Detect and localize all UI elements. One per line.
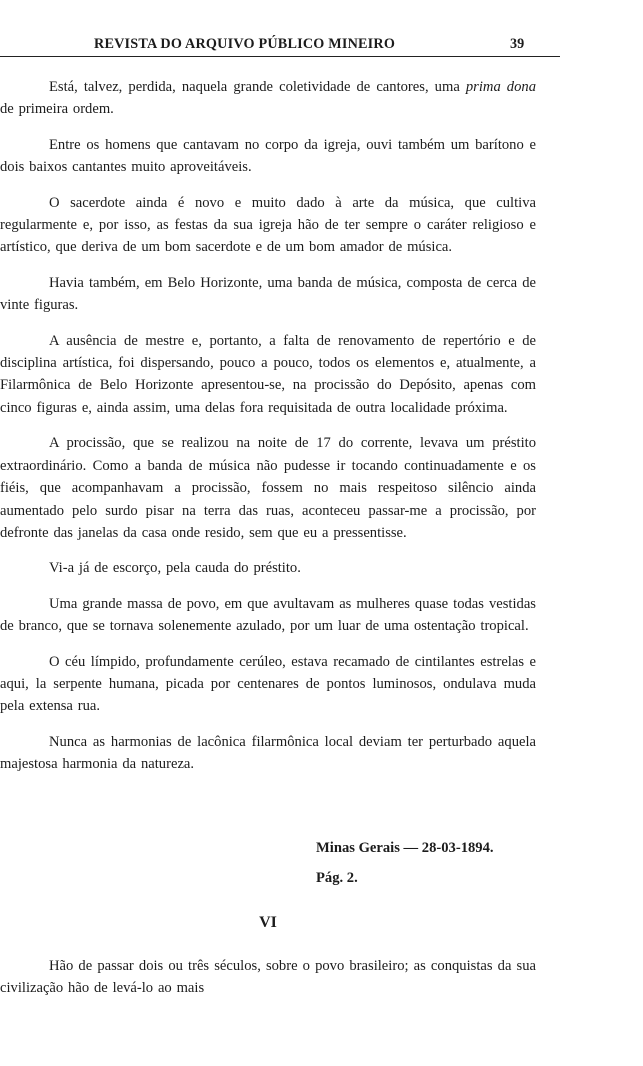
source-citation bbox=[316, 833, 494, 893]
running-title: REVISTA DO ARQUIVO PÚBLICO MINEIRO bbox=[94, 36, 396, 52]
paragraph: O sacerdote ainda é novo e muito dado à arte da música, que cultiva regularmente e, por isso, as festas da sua igreja hão de ter sempre o caráter religioso e artístico, que deriva de um bom sacerdote e de um bom amador de música. bbox=[0, 194, 536, 256]
paragraph: Havia também, em Belo Horizonte, uma banda de música, composta de cerca de vinte figuras. bbox=[0, 274, 536, 314]
paragraph: Vi-a já de escorço, pela cauda do préstito. bbox=[49, 560, 301, 577]
citation-page: Pág. 2. bbox=[316, 870, 358, 886]
article-body bbox=[0, 76, 536, 789]
emphasis-text: prima dona bbox=[465, 79, 536, 95]
paragraph-text: Está, talvez, perdida, naquela grande coletividade de cantores, uma bbox=[49, 79, 466, 95]
paragraph: Nunca as harmonias de lacônica filarmônica local deviam ter perturbado aquela majestosa harmonia da natureza. bbox=[0, 733, 536, 773]
paragraph: A procissão, que se realizou na noite de 17 do corrente, levava um préstito extraordinário. Como a banda de música não pudesse ir tocando continuadamente e os fiéis, que acompanhavam a procissão, fossem no mais respeitoso silêncio ainda aumentado pelo surdo pisar na terra das ruas, aconteceu passar-me a procissão, por defronte das janelas da casa onde resido, sem que eu a pressentisse. bbox=[0, 435, 536, 541]
paragraph: Entre os homens que cantavam no corpo da igreja, ouvi também um barítono e dois baixos cantantes muito aproveitáveis. bbox=[0, 136, 536, 176]
paragraph: Hão de passar dois ou três séculos, sobre o povo brasileiro; as conquistas da sua civilização hão de levá-lo ao mais bbox=[0, 958, 536, 997]
paragraph: Uma grande massa de povo, em que avultavam as mulheres quase todas vestidas de branco, que se tornava solenemente azulado, por um luar de uma ostentação tropical. bbox=[0, 595, 536, 635]
paragraph-text: de primeira ordem. bbox=[0, 101, 114, 118]
paragraph: A ausência de mestre e, portanto, a falta de renovamento de repertório e de disciplina artística, foi dispersando, pouco a pouco, todos os elementos e, atualmente, a Filarmônica de Belo Horizonte apresentou-se, na procissão do Depósito, apenas com cinco figuras e, ainda assim, uma delas fora requisitada de outra localidade próxima. bbox=[0, 332, 536, 416]
page-number: 39 bbox=[510, 36, 525, 52]
paragraph bbox=[0, 76, 536, 121]
running-header bbox=[0, 36, 560, 57]
section-body bbox=[0, 955, 536, 1013]
section-heading: VI bbox=[259, 914, 277, 931]
paragraph: O céu límpido, profundamente cerúleo, estava recamado de cintilantes estrelas e aqui, la serpente humana, picada por centenares de pontos luminosos, ondulava muda pela extensa rua. bbox=[0, 653, 536, 715]
citation-source: Minas Gerais — 28-03-1894. bbox=[316, 840, 494, 856]
